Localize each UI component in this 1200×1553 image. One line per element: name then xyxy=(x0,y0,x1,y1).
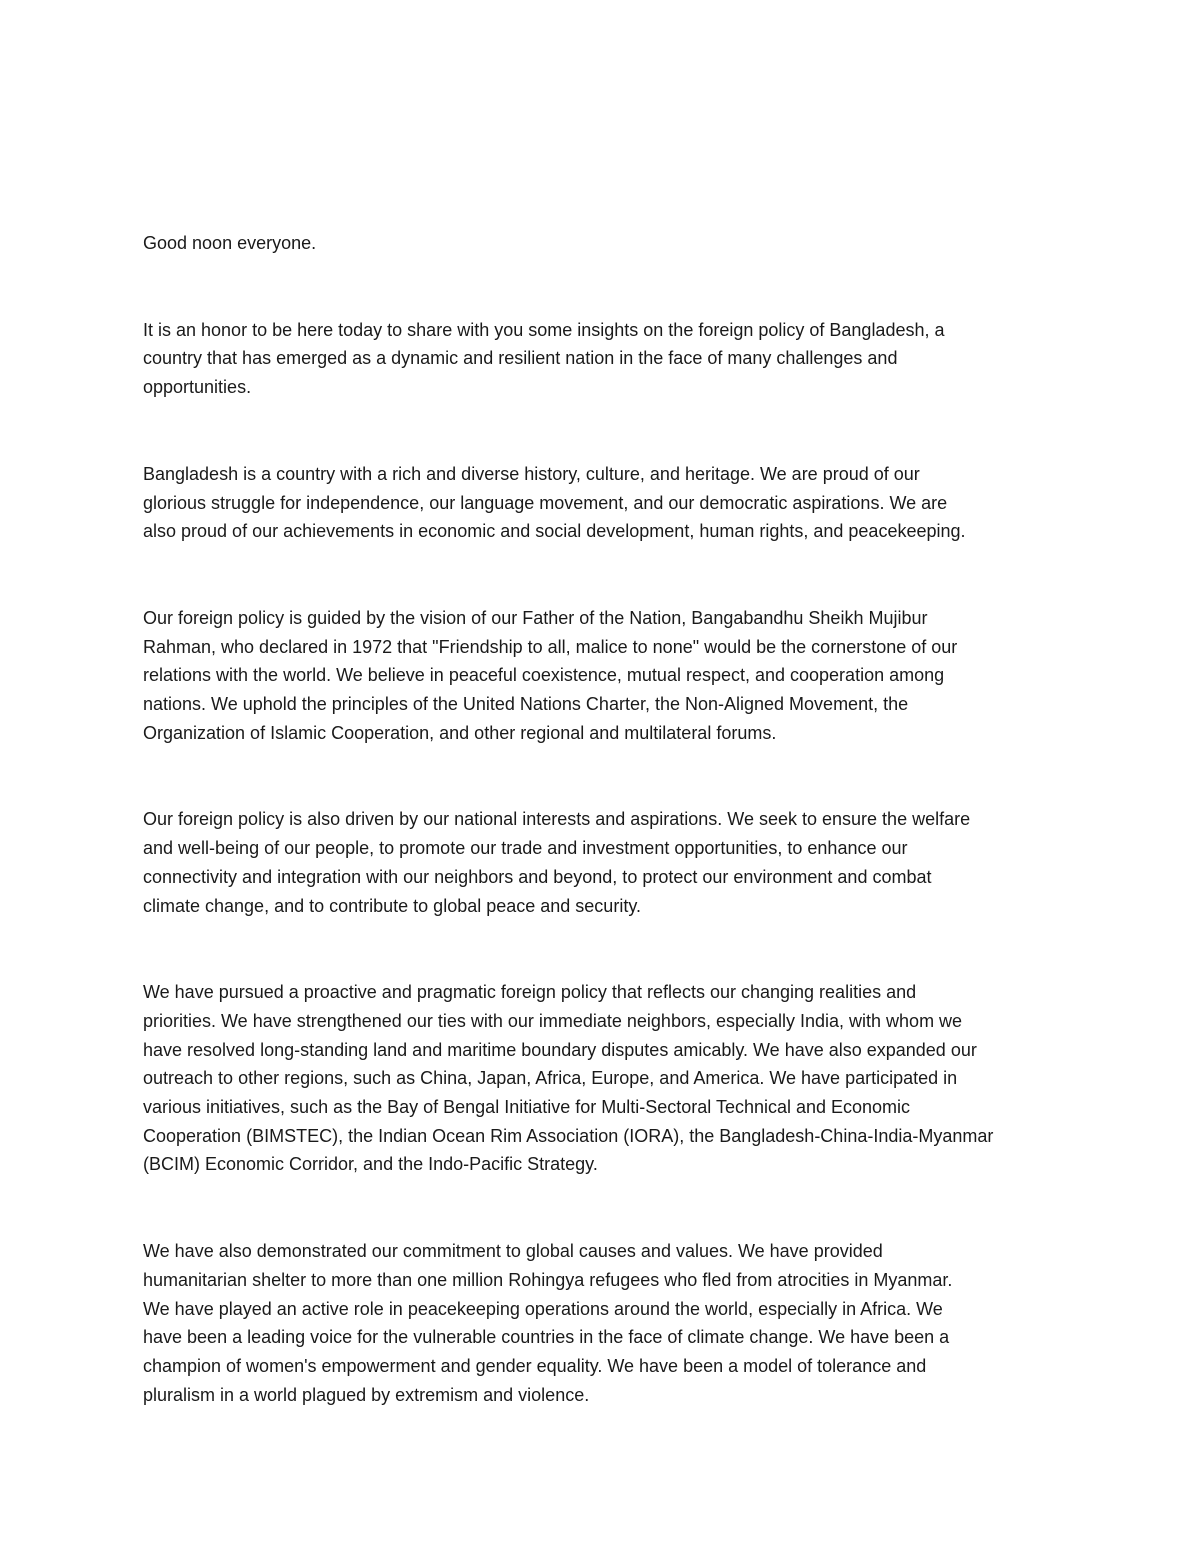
paragraph-global-commitment: We have also demonstrated our commitment to global causes and values. We have provided humanitarian shelter to more than one million Rohingya refugees who fled from atrocities in Myanmar. We have played an active role in peacekeeping operations around the world, especially in Africa. We have been a leading voice for the vulnerable countries in the face of climate change. We have been a champion of women's empowerment and gender equality. We have been a model of tolerance and pluralism in a world plagued by extremism and violence. xyxy=(143,1241,953,1405)
speech-text-body xyxy=(143,229,1063,1409)
paragraph-national-interests: Our foreign policy is also driven by our national interests and aspirations. We seek to ensure the welfare and well-being of our people, to promote our trade and investment opportunities, to enhance our connectivity and integration with our neighbors and beyond, to protect our environment and combat climate change, and to contribute to global peace and security. xyxy=(143,809,971,916)
greeting-line: Good noon everyone. xyxy=(143,233,317,253)
paragraph-history-heritage: Bangladesh is a country with a rich and diverse history, culture, and heritage. We are proud of our glorious struggle for independence, our language movement, and our democratic aspirations. We are also proud of our achievements in economic and social development, human rights, and peacekeeping. xyxy=(143,463,966,542)
paragraph-proactive-policy: We have pursued a proactive and pragmatic foreign policy that reflects our changing realities and priorities. We have strengthened our ties with our immediate neighbors, especially India, with whom we have resolved long-standing land and maritime boundary disputes amicably. We have also expanded our outreach to other regions, such as China, Japan, Africa, Europe, and America. We have participated in various initiatives, such as the Bay of Bengal Initiative for Multi-Sectoral Technical and Economic Cooperation (BIMSTEC), the Indian Ocean Rim Association (IORA), the Bangladesh-China-India-Myanmar (BCIM) Economic Corridor, and the Indo-Pacific Strategy. xyxy=(143,982,994,1175)
paragraph-introduction: It is an honor to be here today to share with you some insights on the foreign policy of Bangladesh, a country that has emerged as a dynamic and resilient nation in the face of many challenges and opportunities. xyxy=(143,319,945,398)
paragraph-guiding-vision: Our foreign policy is guided by the vision of our Father of the Nation, Bangabandhu Sheikh Mujibur Rahman, who declared in 1972 that "Friendship to all, malice to none" would be the cornerstone of our relations with the world. We believe in peaceful coexistence, mutual respect, and cooperation among nations. We uphold the principles of the United Nations Charter, the Non-Aligned Movement, the Organization of Islamic Cooperation, and other regional and multilateral forums. xyxy=(143,607,958,743)
